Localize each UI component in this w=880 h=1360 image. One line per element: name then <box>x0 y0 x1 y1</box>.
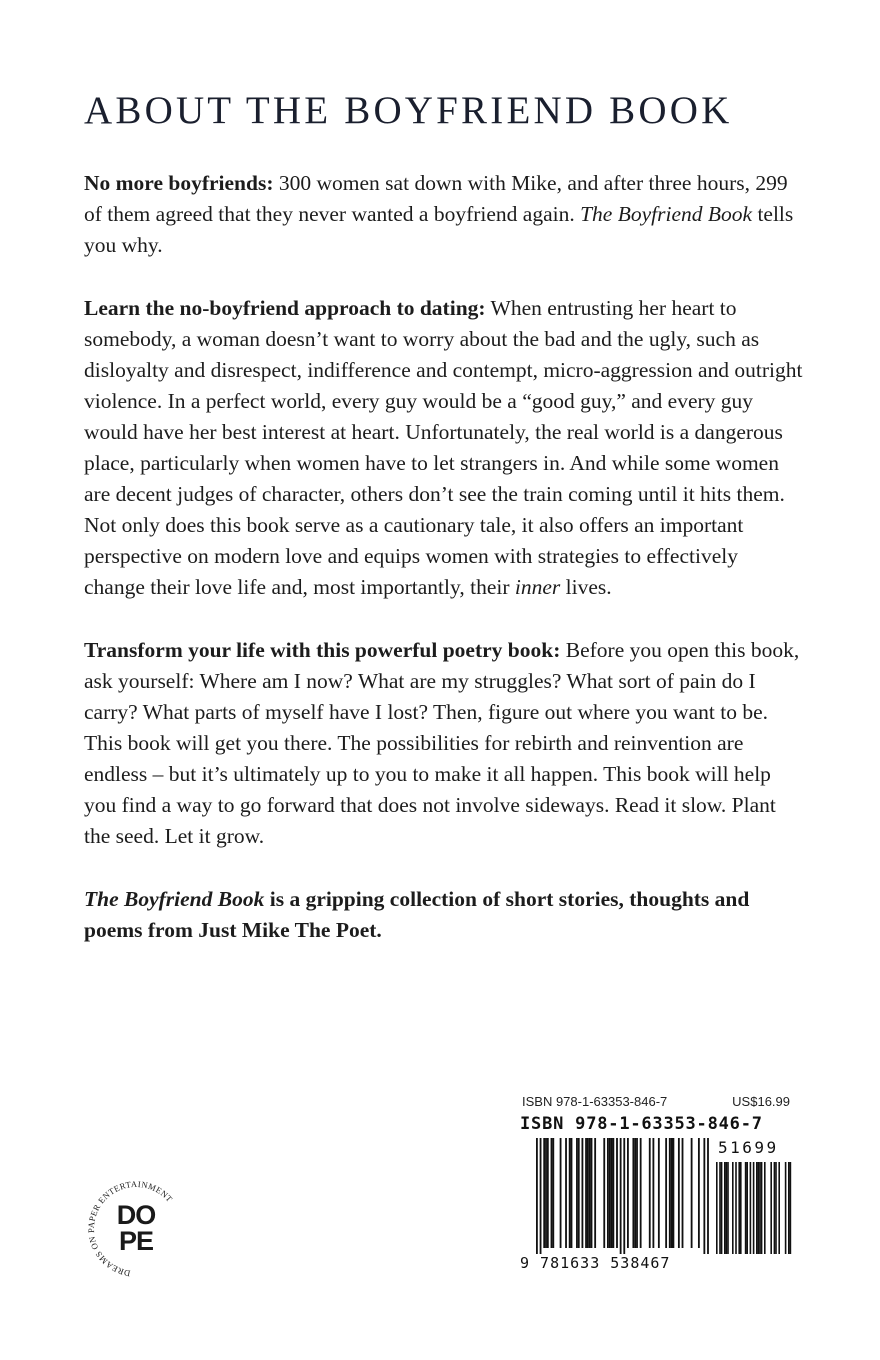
barcode-bar <box>640 1138 642 1248</box>
addon-bar <box>759 1162 761 1254</box>
paragraph-lead: Learn the no-boyfriend approach to dating: <box>84 296 486 320</box>
barcode-bar <box>582 1138 584 1248</box>
addon-bar <box>778 1162 780 1254</box>
barcode-bar <box>603 1138 605 1248</box>
barcode-bar <box>552 1138 554 1248</box>
paragraph-text: is a gripping collection of short stories, thoughts and poems from Just Mike The Poet. <box>84 887 750 942</box>
paragraph-lead: Transform your life with this powerful poetry book: <box>84 638 561 662</box>
addon-bar <box>785 1162 787 1254</box>
addon-bar <box>758 1162 760 1254</box>
isbn-label: ISBN 978-1-63353-846-7 <box>522 1094 668 1109</box>
barcode-bar <box>578 1138 580 1248</box>
addon-bar <box>738 1162 740 1254</box>
barcode-bar <box>649 1138 651 1248</box>
isbn-ocr-text: ISBN 978-1-63353-846-7 <box>520 1114 763 1134</box>
book-title-italic: The Boyfriend Book <box>580 202 753 226</box>
addon-bar <box>721 1162 723 1254</box>
barcode-bar <box>658 1138 660 1248</box>
addon-bar <box>774 1162 776 1254</box>
barcode-bar <box>623 1138 625 1254</box>
barcode-bar <box>571 1138 573 1248</box>
barcode-bar <box>707 1138 709 1254</box>
barcode-bar <box>543 1138 545 1248</box>
barcode-block <box>520 1094 792 1274</box>
barcode-bar <box>703 1138 705 1254</box>
paragraph-no-more-boyfriends <box>84 168 804 261</box>
addon-bar <box>790 1162 792 1254</box>
barcode-bar <box>652 1138 654 1248</box>
emphasis-italic: inner <box>514 575 561 599</box>
barcode-bar <box>607 1138 609 1248</box>
barcode-bar <box>682 1138 684 1248</box>
addon-bar <box>788 1162 790 1254</box>
barcode-bar <box>665 1138 667 1248</box>
barcode-bar <box>591 1138 593 1248</box>
addon-bar <box>732 1162 734 1254</box>
paragraph-no-boyfriend-approach <box>84 293 804 603</box>
addon-bar <box>746 1162 748 1254</box>
logo-letters-top: DO <box>116 1200 156 1230</box>
paragraph-text: 300 women sat down with Mike, and after three hours, 299 of them agreed that they never wanted a boyfriend again. <box>84 171 788 226</box>
barcode-bar <box>594 1138 596 1248</box>
paragraph-lead: No more boyfriends: <box>84 171 274 195</box>
barcode-bar <box>616 1138 618 1248</box>
book-title-italic: The Boyfriend Book <box>84 887 265 911</box>
barcode-bar <box>632 1138 634 1248</box>
barcode-bar <box>569 1138 571 1248</box>
paragraph-transform-your-life <box>84 635 804 852</box>
addon-bar <box>740 1162 742 1254</box>
addon-bar <box>727 1162 729 1254</box>
barcode-bar <box>612 1138 614 1248</box>
barcode-bar <box>620 1138 622 1254</box>
barcode-bar <box>636 1138 638 1248</box>
addon-bar <box>775 1162 777 1254</box>
addon-bar <box>756 1162 758 1254</box>
barcode-bar <box>547 1138 549 1248</box>
addon-bar <box>735 1162 737 1254</box>
logo-letters-bottom: PE <box>118 1226 154 1256</box>
barcode-bar <box>669 1138 671 1248</box>
addon-bar <box>761 1162 763 1254</box>
addon-bar <box>726 1162 728 1254</box>
barcode-bar <box>609 1138 611 1248</box>
paragraph-tail: lives. <box>560 575 612 599</box>
barcode-bar <box>698 1138 700 1248</box>
paragraph-text: When entrusting her heart to somebody, a woman doesn’t want to worry about the bad and the ugly, such as disloyalty and disrespect, indifference and contempt, micro-aggression and outright violence. In a perfect world, every guy would be a “good guy,” and every guy would have her best interest at heart. Unfortunately, the real world is a dangerous place, particularly when women have to let strangers in. And while some women are decent judges of character, others don’t see the train coming until it hits them. Not only does this book serve as a cautionary tale, it also offers an important perspective on modern love and equips women with strategies to effectively change their love life and, most importantly, their <box>84 296 803 599</box>
addon-bar <box>753 1162 755 1254</box>
barcode-bar <box>585 1138 587 1248</box>
addon-bar <box>750 1162 752 1254</box>
addon-bar <box>770 1162 772 1254</box>
dope-logo-icon <box>78 1178 194 1278</box>
addon-bar <box>719 1162 721 1254</box>
barcode-bar <box>678 1138 680 1248</box>
ean-digits: 9 781633 538467 <box>520 1254 671 1272</box>
addon-bar <box>716 1162 718 1254</box>
barcode-bar <box>589 1138 591 1248</box>
barcode-bar <box>551 1138 553 1248</box>
price-label: US$16.99 <box>732 1094 790 1109</box>
addon-bar <box>745 1162 747 1254</box>
paragraph-tail: tells you why. <box>84 202 794 257</box>
barcode-bar <box>611 1138 613 1248</box>
barcode-bar <box>691 1138 693 1248</box>
barcode-bar <box>627 1138 629 1248</box>
addon-bar <box>764 1162 766 1254</box>
barcode-bar <box>560 1138 562 1248</box>
addon-bar <box>724 1162 726 1254</box>
page-title: ABOUT THE BOYFRIEND BOOK <box>84 89 733 132</box>
addon-digits: 51699 <box>718 1138 779 1157</box>
barcode-bar <box>634 1138 636 1248</box>
logo-ring-text: DREAMS ON PAPER ENTERTAINMENT <box>85 1178 175 1278</box>
barcode-bar <box>545 1138 547 1248</box>
barcode-bar <box>565 1138 567 1248</box>
paragraph-text: Before you open this book, ask yourself: Where am I now? What are my struggles? What sort of pain do I carry? What parts of myself have I lost? Then, figure out where you want to be. This book will get you there. The possibilities for rebirth and reinvention are endless – but it’s ultimately up to you to make it all happen. This book will help you find a way to go forward that does not involve sideways. Read it slow. Plant the seed. Let it grow. <box>84 638 800 848</box>
barcode-bar <box>587 1138 589 1248</box>
barcode-bar <box>673 1138 675 1248</box>
barcode-bar <box>576 1138 578 1248</box>
barcode-bar <box>671 1138 673 1248</box>
paragraph-closing <box>84 884 804 946</box>
description-body <box>84 168 804 978</box>
barcode-bar <box>540 1138 542 1254</box>
publisher-logo <box>78 1178 194 1278</box>
barcode-bar <box>536 1138 538 1254</box>
